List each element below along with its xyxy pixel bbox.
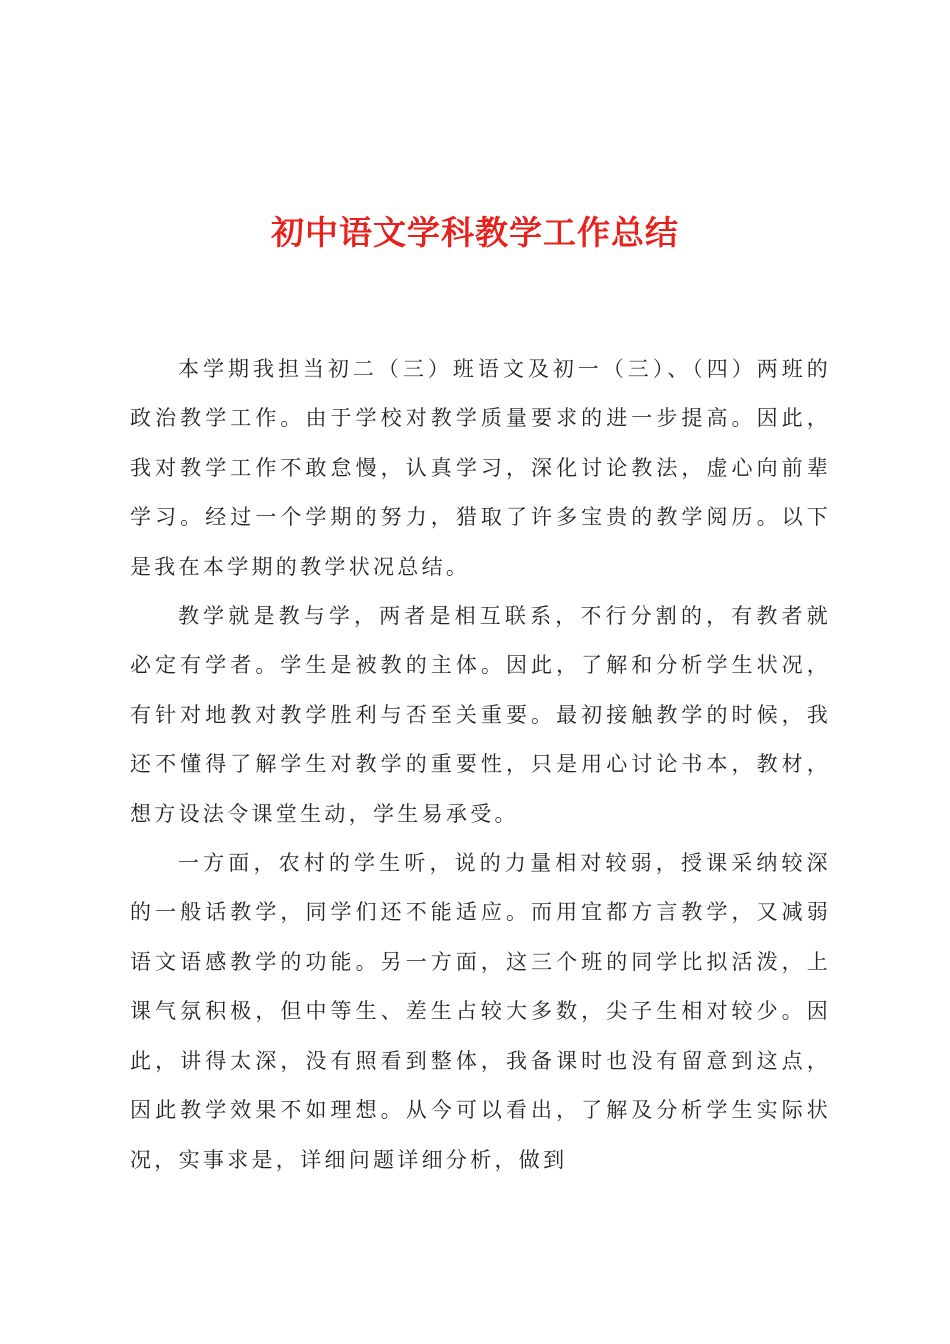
document-body bbox=[130, 345, 831, 1185]
paragraph-2: 教学就是教与学，两者是相互联系，不行分割的，有教者就必定有学者。学生是被教的主体。因此，了解和分析学生状况，有针对地教对教学胜利与否至关重要。最初接触教学的时候，我还不懂得了解学生对教学的重要性，只是用心讨论书本，教材，想方设法令课堂生动，学生易承受。 bbox=[130, 604, 831, 826]
paragraph-1: 本学期我担当初二（三）班语文及初一（三）、（四）两班的政治教学工作。由于学校对教学质量要求的进一步提高。因此，我对教学工作不敢怠慢，认真学习，深化讨论教法，虚心向前辈学习。经过一个学期的努力，猎取了许多宝贵的教学阅历。以下是我在本学期的教学状况总结。 bbox=[130, 357, 831, 579]
document-title: 初中语文学科教学工作总结 bbox=[271, 213, 679, 252]
paragraph-3: 一方面，农村的学生听，说的力量相对较弱，授课采纳较深的一般话教学，同学们还不能适应。而用宜都方言教学，又减弱语文语感教学的功能。另一方面，这三个班的同学比拟活泼，上课气氛积极，但中等生、差生占较大多数，尖子生相对较少。因此，讲得太深，没有照看到整体，我备课时也没有留意到这点，因此教学效果不如理想。从今可以看出，了解及分析学生实际状况，实事求是，详细问题详细分析，做到 bbox=[130, 851, 831, 1172]
